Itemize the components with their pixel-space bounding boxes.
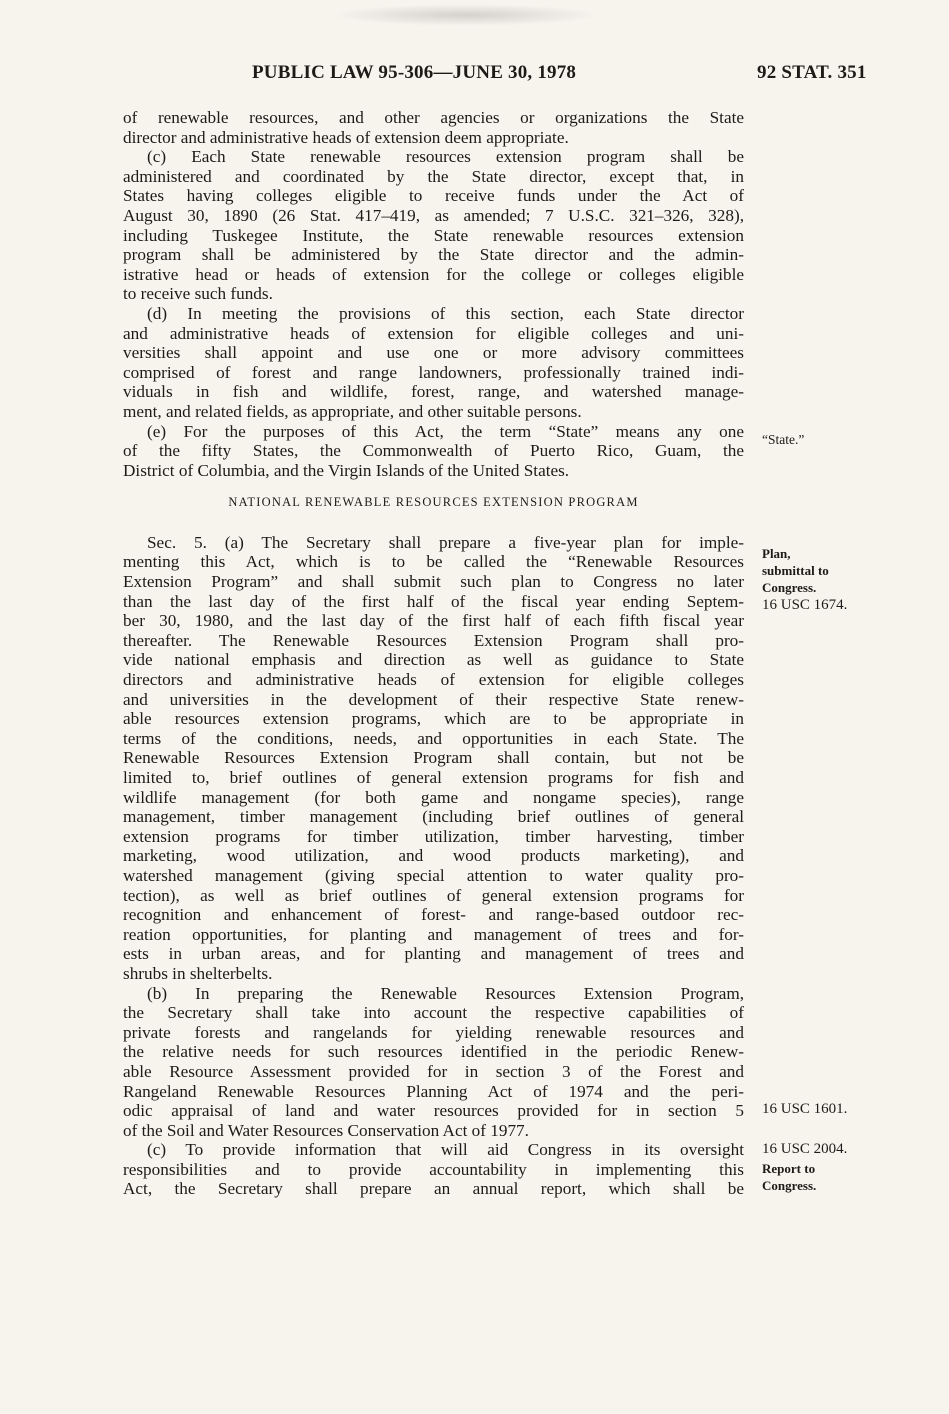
- text-line: ests in urban areas, and for planting and management of trees and: [123, 944, 744, 964]
- section-5-c: [123, 1140, 744, 1199]
- text-line: reation opportunities, for planting and management of trees and for-: [123, 924, 744, 944]
- text-line: private forests and rangelands for yielding renewable resources and: [123, 1022, 744, 1042]
- paragraph-c: [123, 147, 744, 304]
- page-header: [0, 62, 949, 86]
- text-line: administered and coordinated by the State director, except that, in: [123, 166, 744, 186]
- text-line: able resources extension programs, which are to be appropriate in: [123, 709, 744, 729]
- text-line: Sec. 5. (a) The Secretary shall prepare a five-year plan for imple-: [147, 532, 744, 552]
- text-line: the Secretary shall take into account the respective capabilities of: [123, 1003, 744, 1023]
- text-line: istrative head or heads of extension for the college or colleges eligible: [123, 264, 744, 284]
- text-line: (d) In meeting the provisions of this section, each State director: [147, 303, 744, 323]
- text-line: versities shall appoint and use one or more advisory committees: [123, 343, 744, 363]
- margin-note-report: Report to: [762, 1161, 816, 1176]
- text-line: Rangeland Renewable Resources Planning Act of 1974 and the peri-: [123, 1081, 744, 1101]
- text-line: terms of the conditions, needs, and opportunities in each State. The: [123, 728, 744, 748]
- section-5-a: [123, 533, 744, 984]
- running-title: PUBLIC LAW 95-306—JUNE 30, 1978: [252, 62, 577, 83]
- text-line: odic appraisal of land and water resources provided for in section 5: [123, 1101, 744, 1121]
- section-5-b: [123, 984, 744, 1141]
- text-line: able Resource Assessment provided for in section 3 of the Forest and: [123, 1061, 744, 1081]
- statute-page-number: 92 STAT. 351: [757, 62, 867, 83]
- text-line: of renewable resources, and other agencies or organizations the State: [123, 108, 744, 127]
- section-heading: NATIONAL RENEWABLE RESOURCES EXTENSION PROGRAM: [228, 495, 639, 510]
- text-line: Extension Program” and shall submit such plan to Congress no later: [123, 572, 744, 592]
- text-line: director and administrative heads of extension deem appropriate.: [123, 127, 569, 147]
- text-line: directors and administrative heads of extension for eligible colleges: [123, 670, 744, 690]
- margin-note-report: Congress.: [762, 1178, 817, 1193]
- margin-note-state-definition: “State.”: [762, 432, 805, 447]
- text-line: States having colleges eligible to receive funds under the Act of: [123, 186, 744, 206]
- text-line: program shall be administered by the State director and the admin-: [123, 245, 744, 265]
- text-line: and universities in the development of their respective State renew-: [123, 689, 744, 709]
- text-line: the relative needs for such resources identified in the periodic Renew-: [123, 1042, 744, 1062]
- text-line: and administrative heads of extension for eligible colleges and uni-: [123, 323, 744, 343]
- text-line: District of Columbia, and the Virgin Islands of the United States.: [123, 460, 570, 480]
- text-line: vide national emphasis and direction as well as guidance to State: [123, 650, 744, 670]
- text-line: management, timber management (including brief outlines of general: [123, 807, 744, 827]
- text-line: marketing, wood utilization, and wood products marketing), and: [123, 846, 744, 866]
- body-text: [123, 108, 744, 1199]
- paragraph-continuation: [123, 108, 744, 147]
- text-line: thereafter. The Renewable Resources Extension Program shall pro-: [123, 630, 744, 650]
- text-line: August 30, 1890 (26 Stat. 417–419, as amended; 7 U.S.C. 321–326, 328),: [123, 205, 744, 225]
- text-line: (e) For the purposes of this Act, the term “State” means any one: [147, 421, 744, 441]
- text-line: watershed management (giving special attention to water quality pro-: [123, 865, 744, 885]
- text-line: ment, and related fields, as appropriate, and other suitable persons.: [123, 401, 582, 421]
- text-line: (c) To provide information that will aid Congress in its oversight: [147, 1140, 744, 1160]
- text-line: shrubs in shelterbelts.: [123, 963, 273, 983]
- text-line: of the Soil and Water Resources Conservation Act of 1977.: [123, 1120, 529, 1140]
- text-line: Act, the Secretary shall prepare an annual report, which shall be: [123, 1179, 744, 1199]
- text-line: viduals in fish and wildlife, forest, range, and watershed manage-: [123, 382, 744, 402]
- paragraph-d: [123, 304, 744, 422]
- text-line: of the fifty States, the Commonwealth of Puerto Rico, Guam, the: [123, 441, 744, 461]
- text-line: than the last day of the first half of the fiscal year ending Septem-: [123, 591, 744, 611]
- margin-note-plan: submittal to: [762, 563, 829, 578]
- usc-citation-2004: 16 USC 2004.: [762, 1141, 848, 1157]
- text-line: tection), as well as brief outlines of general extension programs for: [123, 885, 744, 905]
- text-line: recognition and enhancement of forest- and range-based outdoor rec-: [123, 905, 744, 925]
- paragraph-e: [123, 422, 744, 481]
- text-line: to receive such funds.: [123, 284, 273, 304]
- text-line: limited to, brief outlines of general extension programs for fish and: [123, 768, 744, 787]
- text-line: responsibilities and to provide accountability in implementing this: [123, 1159, 744, 1179]
- text-line: ber 30, 1980, and the last day of the first half of each fifth fiscal year: [123, 611, 744, 631]
- margin-note-plan: Congress.: [762, 580, 817, 595]
- text-line: extension programs for timber utilization, timber harvesting, timber: [123, 826, 744, 846]
- usc-citation-1674: 16 USC 1674.: [762, 597, 848, 613]
- text-line: including Tuskegee Institute, the State renewable resources extension: [123, 225, 744, 245]
- usc-citation-1601: 16 USC 1601.: [762, 1101, 848, 1117]
- text-line: Renewable Resources Extension Program shall contain, but not be: [123, 748, 744, 768]
- scan-smudge: [330, 4, 600, 26]
- text-line: (b) In preparing the Renewable Resources Extension Program,: [147, 983, 744, 1003]
- text-line: menting this Act, which is to be called the “Renewable Resources: [123, 552, 744, 572]
- text-line: comprised of forest and range landowners, professionally trained indi-: [123, 362, 744, 382]
- margin-note-plan: Plan,: [762, 546, 791, 561]
- text-line: (c) Each State renewable resources extension program shall be: [147, 147, 744, 167]
- text-line: wildlife management (for both game and nongame species), range: [123, 787, 744, 807]
